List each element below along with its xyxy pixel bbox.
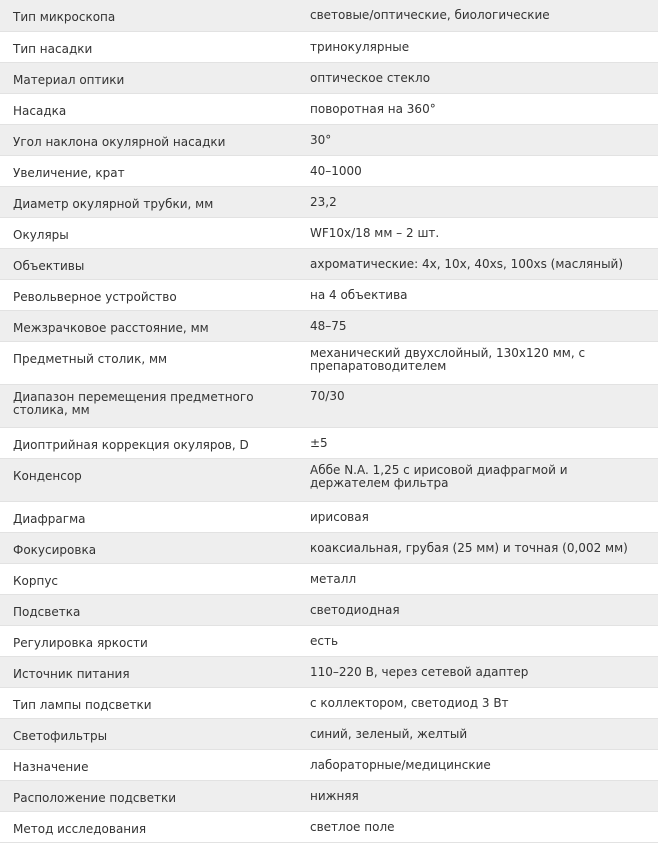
spec-value: нижняя — [300, 780, 658, 811]
spec-label: Фокусировка — [0, 532, 300, 563]
spec-row — [0, 625, 658, 656]
spec-row — [0, 427, 658, 458]
spec-label: Тип насадки — [0, 31, 300, 62]
spec-row — [0, 656, 658, 687]
spec-row — [0, 341, 658, 384]
spec-value: синий, зеленый, желтый — [300, 718, 658, 749]
spec-value: светлое поле — [300, 811, 658, 842]
spec-value: коаксиальная, грубая (25 мм) и точная (0,002 мм) — [300, 532, 658, 563]
spec-row — [0, 687, 658, 718]
spec-row — [0, 186, 658, 217]
spec-label: Диапазон перемещения предметного столика, мм — [0, 384, 300, 427]
spec-label: Светофильтры — [0, 718, 300, 749]
spec-value: 40–1000 — [300, 155, 658, 186]
spec-value: светодиодная — [300, 594, 658, 625]
spec-value: 70/30 — [300, 384, 658, 427]
spec-label: Назначение — [0, 749, 300, 780]
spec-label: Диаметр окулярной трубки, мм — [0, 186, 300, 217]
spec-row — [0, 217, 658, 248]
spec-value: световые/оптические, биологические — [300, 0, 658, 31]
spec-label: Окуляры — [0, 217, 300, 248]
spec-label: Корпус — [0, 563, 300, 594]
spec-label: Предметный столик, мм — [0, 341, 300, 384]
spec-label: Регулировка яркости — [0, 625, 300, 656]
spec-value: есть — [300, 625, 658, 656]
spec-row — [0, 718, 658, 749]
spec-label: Источник питания — [0, 656, 300, 687]
spec-row — [0, 532, 658, 563]
spec-value: 30° — [300, 124, 658, 155]
spec-value: с коллектором, светодиод 3 Вт — [300, 687, 658, 718]
spec-label: Увеличение, крат — [0, 155, 300, 186]
spec-row — [0, 749, 658, 780]
spec-label: Межзрачковое расстояние, мм — [0, 310, 300, 341]
spec-label: Материал оптики — [0, 62, 300, 93]
spec-label: Объективы — [0, 248, 300, 279]
spec-value: 48–75 — [300, 310, 658, 341]
spec-row — [0, 31, 658, 62]
spec-label: Револьверное устройство — [0, 279, 300, 310]
spec-row — [0, 248, 658, 279]
spec-value: металл — [300, 563, 658, 594]
spec-value: механический двухслойный, 130x120 мм, с препаратоводителем — [300, 341, 658, 384]
spec-value: WF10x/18 мм – 2 шт. — [300, 217, 658, 248]
spec-value: оптическое стекло — [300, 62, 658, 93]
spec-row — [0, 563, 658, 594]
spec-row — [0, 279, 658, 310]
spec-row — [0, 124, 658, 155]
spec-row — [0, 62, 658, 93]
spec-label: Метод исследования — [0, 811, 300, 842]
spec-row — [0, 458, 658, 501]
spec-label: Тип лампы подсветки — [0, 687, 300, 718]
spec-label: Диафрагма — [0, 501, 300, 532]
spec-value: Аббе N.A. 1,25 с ирисовой диафрагмой и держателем фильтра — [300, 458, 658, 501]
spec-label: Конденсор — [0, 458, 300, 501]
spec-value: ахроматические: 4x, 10x, 40xs, 100xs (масляный) — [300, 248, 658, 279]
spec-value: ±5 — [300, 427, 658, 458]
spec-row — [0, 310, 658, 341]
spec-label: Подсветка — [0, 594, 300, 625]
spec-value: 110–220 В, через сетевой адаптер — [300, 656, 658, 687]
spec-row — [0, 594, 658, 625]
spec-row — [0, 780, 658, 811]
spec-value: 23,2 — [300, 186, 658, 217]
spec-label: Диоптрийная коррекция окуляров, D — [0, 427, 300, 458]
spec-row — [0, 501, 658, 532]
spec-value: лабораторные/медицинские — [300, 749, 658, 780]
spec-value: поворотная на 360° — [300, 93, 658, 124]
spec-label: Тип микроскопа — [0, 0, 300, 31]
spec-row — [0, 93, 658, 124]
spec-row — [0, 155, 658, 186]
spec-label: Насадка — [0, 93, 300, 124]
spec-label: Расположение подсветки — [0, 780, 300, 811]
spec-value: на 4 объектива — [300, 279, 658, 310]
spec-row — [0, 0, 658, 31]
spec-value: ирисовая — [300, 501, 658, 532]
spec-row — [0, 384, 658, 427]
spec-value: тринокулярные — [300, 31, 658, 62]
spec-row — [0, 811, 658, 842]
spec-label: Угол наклона окулярной насадки — [0, 124, 300, 155]
